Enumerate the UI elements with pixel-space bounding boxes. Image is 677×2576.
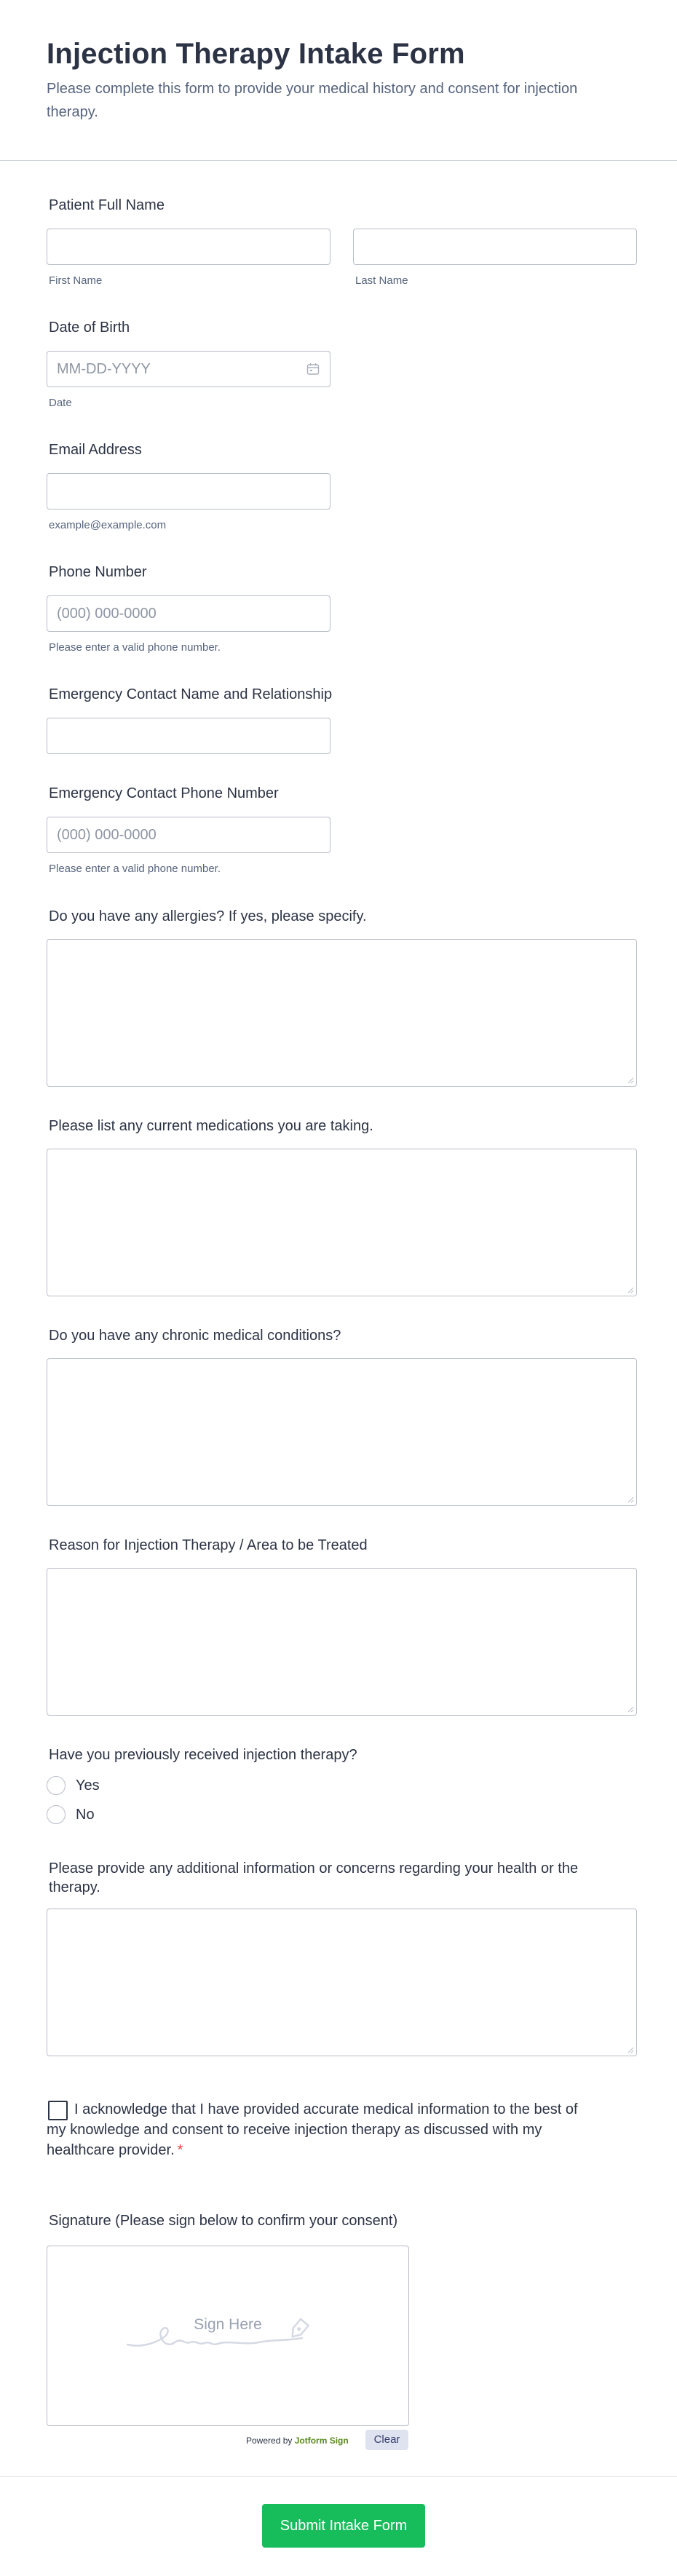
email-sublabel: example@example.com bbox=[49, 519, 167, 531]
resize-handle-icon[interactable] bbox=[627, 1496, 634, 1503]
signature-pad[interactable] bbox=[47, 2246, 409, 2426]
additional-info-textarea[interactable] bbox=[47, 1909, 637, 2056]
signature-placeholder: Sign Here bbox=[194, 2316, 262, 2333]
radio-button[interactable] bbox=[47, 1805, 66, 1824]
radio-label-yes: Yes bbox=[76, 1777, 100, 1794]
powered-by bbox=[246, 2436, 349, 2446]
dob-input[interactable] bbox=[47, 351, 330, 387]
additional-info-label-line1: Please provide any additional information or concerns regarding your health or the bbox=[49, 1860, 579, 1876]
resize-handle-icon[interactable] bbox=[627, 1077, 634, 1084]
first-name-sublabel: First Name bbox=[49, 274, 103, 287]
acknowledge-text bbox=[47, 2099, 585, 2160]
emergency-phone-input[interactable] bbox=[47, 817, 330, 853]
radio-label-no: No bbox=[76, 1806, 95, 1823]
email-label: Email Address bbox=[49, 442, 142, 458]
radio-option-no[interactable] bbox=[47, 1804, 95, 1826]
last-name-sublabel: Last Name bbox=[355, 274, 408, 287]
resize-handle-icon[interactable] bbox=[627, 1705, 634, 1713]
phone-input[interactable] bbox=[47, 595, 330, 632]
powered-prefix: Powered by bbox=[246, 2436, 293, 2446]
radio-option-yes[interactable] bbox=[47, 1775, 100, 1796]
last-name-input[interactable] bbox=[353, 229, 637, 265]
emergency-phone-label: Emergency Contact Phone Number bbox=[49, 785, 279, 801]
footer-divider bbox=[0, 2476, 677, 2477]
additional-info-label-line2: therapy. bbox=[49, 1879, 100, 1895]
phone-sublabel: Please enter a valid phone number. bbox=[49, 641, 221, 654]
resize-handle-icon[interactable] bbox=[627, 1286, 634, 1293]
medications-label: Please list any current medications you are taking. bbox=[49, 1118, 373, 1134]
allergies-textarea[interactable] bbox=[47, 939, 637, 1087]
patient-name-label: Patient Full Name bbox=[49, 197, 165, 213]
phone-label: Phone Number bbox=[49, 564, 147, 580]
reason-textarea[interactable] bbox=[47, 1568, 637, 1716]
resize-handle-icon[interactable] bbox=[627, 2046, 634, 2053]
email-input[interactable] bbox=[47, 473, 330, 510]
jotform-sign-link[interactable]: Jotform Sign bbox=[294, 2436, 349, 2446]
dob-sublabel: Date bbox=[49, 397, 72, 409]
first-name-input[interactable] bbox=[47, 229, 330, 265]
dob-label: Date of Birth bbox=[49, 320, 130, 336]
emergency-contact-input[interactable] bbox=[47, 718, 330, 754]
calendar-icon[interactable] bbox=[306, 362, 320, 376]
conditions-textarea[interactable] bbox=[47, 1358, 637, 1506]
reason-label: Reason for Injection Therapy / Area to be Treated bbox=[49, 1537, 368, 1553]
form-subtitle: Please complete this form to provide your medical history and consent for injection therapy. bbox=[47, 81, 578, 120]
dob-placeholder: MM-DD-YYYY bbox=[57, 361, 151, 377]
phone-placeholder: (000) 000-0000 bbox=[57, 606, 157, 622]
signature-label: Signature (Please sign below to confirm your consent) bbox=[49, 2213, 398, 2229]
radio-button[interactable] bbox=[47, 1776, 66, 1795]
submit-button[interactable]: Submit Intake Form bbox=[262, 2504, 425, 2548]
clear-signature-button[interactable]: Clear bbox=[365, 2430, 408, 2450]
acknowledge-label: I acknowledge that I have provided accurate medical information to the best of my knowledge and consent to receive injection therapy as discussed with my healthcare provider. bbox=[47, 2101, 578, 2158]
medications-textarea[interactable] bbox=[47, 1149, 637, 1296]
allergies-label: Do you have any allergies? If yes, please specify. bbox=[49, 908, 367, 924]
required-asterisk: * bbox=[177, 2142, 183, 2158]
emergency-phone-sublabel: Please enter a valid phone number. bbox=[49, 863, 221, 875]
emergency-phone-placeholder: (000) 000-0000 bbox=[57, 827, 157, 843]
emergency-contact-label: Emergency Contact Name and Relationship bbox=[49, 686, 333, 702]
form-header bbox=[0, 0, 677, 161]
previous-therapy-label: Have you previously received injection therapy? bbox=[49, 1747, 357, 1763]
form-title: Injection Therapy Intake Form bbox=[47, 38, 465, 70]
conditions-label: Do you have any chronic medical conditions? bbox=[49, 1328, 341, 1344]
